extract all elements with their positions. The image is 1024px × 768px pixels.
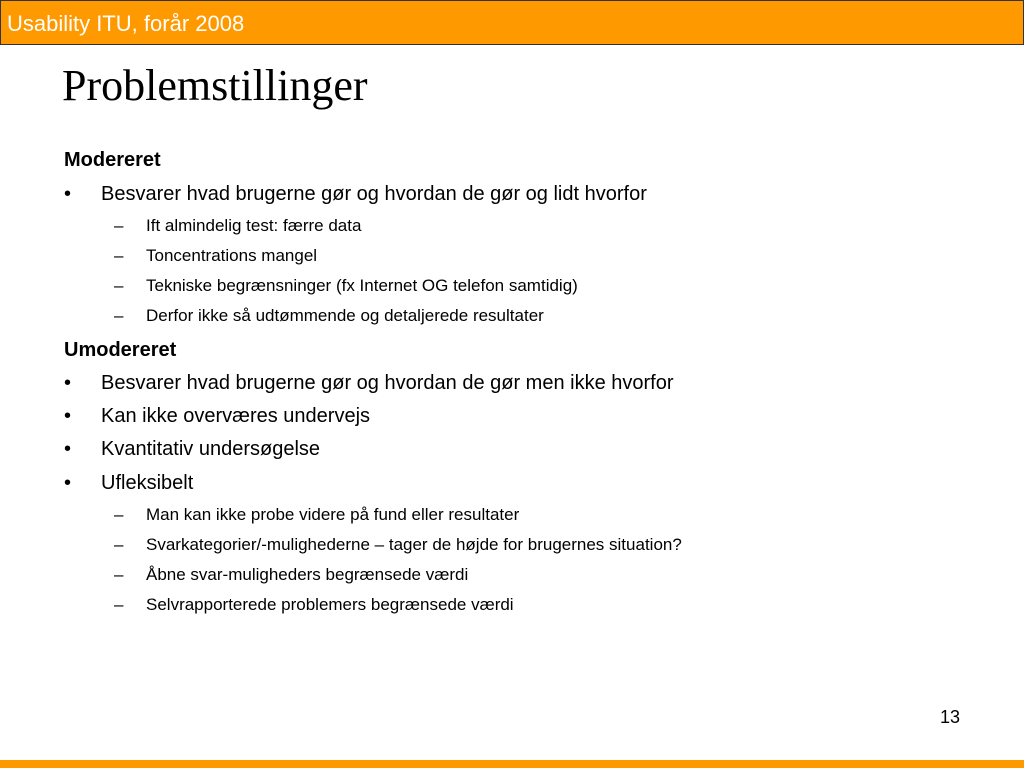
bullet-text: Kvantitativ undersøgelse	[101, 438, 321, 460]
section-heading-modereret: Modereret	[64, 149, 161, 171]
sub-bullet-text: Svarkategorier/-mulighederne – tager de højde for brugernes situation?	[146, 535, 682, 554]
dash-marker: –	[114, 505, 124, 524]
page-number: 13	[940, 707, 961, 727]
bullet-marker: •	[64, 183, 72, 205]
sub-bullet-text: Man kan ikke probe videre på fund eller resultater	[146, 505, 520, 524]
sub-bullet-text: Derfor ikke så udtømmende og detaljerede resultater	[146, 306, 544, 325]
section-heading-umodereret: Umodereret	[64, 339, 177, 361]
dash-marker: –	[114, 276, 124, 295]
bullet-marker: •	[64, 372, 72, 394]
bullet-marker: •	[64, 438, 72, 460]
sub-bullet-text: Toncentrations mangel	[146, 246, 318, 265]
dash-marker: –	[114, 595, 124, 614]
slide-title: Problemstillinger	[62, 61, 368, 110]
sub-bullet-text: Tekniske begrænsninger (fx Internet OG telefon samtidig)	[146, 276, 578, 295]
dash-marker: –	[114, 306, 124, 325]
footer-bar	[0, 760, 1024, 768]
dash-marker: –	[114, 565, 124, 584]
sub-bullet-text: Ift almindelig test: færre data	[146, 216, 362, 235]
bullet-text: Besvarer hvad brugerne gør og hvordan de gør og lidt hvorfor	[101, 183, 647, 205]
sub-bullet-text: Selvrapporterede problemers begrænsede værdi	[146, 595, 514, 614]
dash-marker: –	[114, 216, 124, 235]
header-title: Usability ITU, forår 2008	[7, 11, 245, 36]
bullet-text: Besvarer hvad brugerne gør og hvordan de gør men ikke hvorfor	[101, 372, 674, 394]
dash-marker: –	[114, 246, 124, 265]
bullet-marker: •	[64, 472, 72, 494]
bullet-text: Ufleksibelt	[101, 472, 194, 494]
sub-bullet-text: Åbne svar-muligheders begrænsede værdi	[146, 565, 469, 584]
dash-marker: –	[114, 535, 124, 554]
bullet-text: Kan ikke overværes undervejs	[101, 405, 371, 427]
bullet-marker: •	[64, 405, 72, 427]
